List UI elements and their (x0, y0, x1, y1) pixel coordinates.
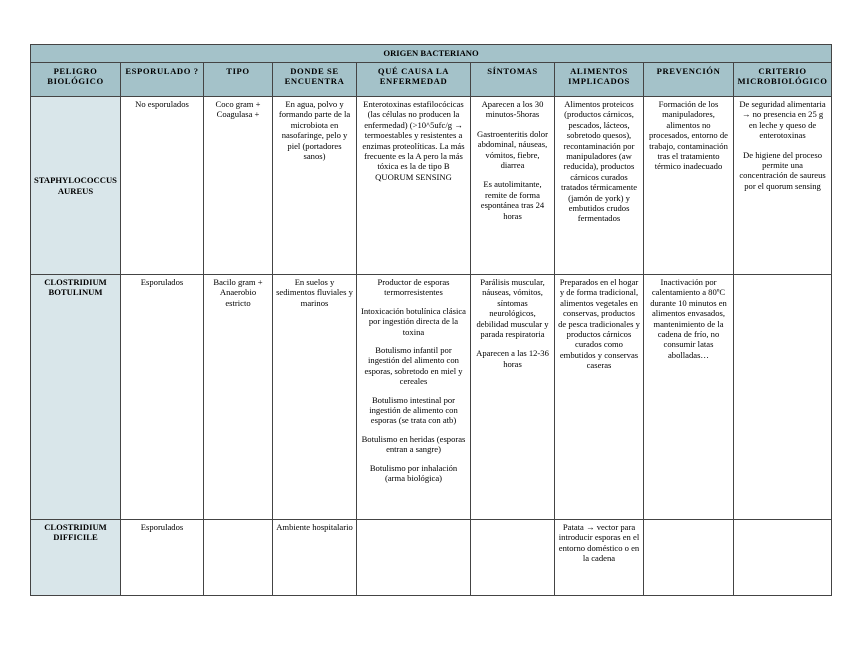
header-prevencion: PREVENCIÓN (644, 63, 734, 97)
header-donde: DONDE SE ENCUENTRA (273, 63, 357, 97)
alimentos-text: Alimentos proteicos (productos cárnicos, pescados, lácteos, sobretodo quesos), recontaminación por manipuladores (aw reducida), productos cárnicos curados tratados térmicamente (jamón de york) y embutidos crudos fermentados (560, 99, 638, 224)
table-row (31, 520, 832, 596)
causa-cell (357, 275, 471, 520)
header-esporulado: ESPORULADO ? (121, 63, 204, 97)
sintomas-text: Parálisis muscular, náuseas, vómitos, síntomas neurológicos, debilidad muscular y parada respiratoria (476, 277, 549, 340)
alimentos-cell (555, 275, 644, 520)
causa-text: Enterotoxinas estafilocócicas (las células no producen la enfermedad) (>10^5ufc/g → termoestables y resistentes a enzimas proteolíticas. La más frecuente es la A pero la más tóxica es la de tipo B QUORUM SENSING (362, 99, 465, 182)
causa-text: Botulismo infantil por ingestión del alimento con esporas, sobretodo en miel y cereales (364, 345, 463, 387)
tipo-cell (204, 520, 273, 596)
alimentos-cell (555, 520, 644, 596)
esporulado-cell: Esporulados (121, 275, 204, 520)
alimentos-cell (555, 97, 644, 275)
causa-text: Intoxicación botulínica clásica por ingestión directa de la toxina (361, 305, 466, 337)
causa-text: Botulismo por inhalación (arma biológica) (369, 462, 458, 484)
causa-cell (357, 520, 471, 596)
prevencion-cell (644, 520, 734, 596)
donde-cell: Ambiente hospitalario (273, 520, 357, 596)
tipo-cell: Coco gram + Coagulasa + (204, 97, 273, 275)
sintomas-cell (471, 520, 555, 596)
table-row (31, 97, 832, 275)
causa-cell (357, 97, 471, 275)
header-tipo: TIPO (204, 63, 273, 97)
causa-text: Botulismo intestinal por ingestión de alimento con esporas (se trata con atb) (369, 394, 458, 426)
sintomas-cell (471, 97, 555, 275)
criterio-text: De higiene del proceso permite una concentración de saureus por el quorum sensing (739, 149, 826, 191)
sintomas-text: Aparecen a los 30 minutos-5horas (481, 99, 544, 120)
esporulado-cell: No esporulados (121, 97, 204, 275)
peligro-cell: STAPHYLOCOCCUS AUREUS (31, 97, 121, 275)
table-row (31, 275, 832, 520)
alimentos-text: Preparados en el hogar y de forma tradicional, alimentos vegetales en conservas, productos de pesca tradicionales y productos cárnicos curados como embutidos y conservas caseras (558, 277, 640, 371)
causa-text: Botulismo en heridas (esporas entran a sangre) (361, 433, 466, 455)
criterio-cell (734, 275, 832, 520)
sintomas-cell (471, 275, 555, 520)
header-causa: QUÉ CAUSA LA ENFERMEDAD (357, 63, 471, 97)
peligro-cell: CLOSTRIDIUM DIFFICILE (31, 520, 121, 596)
header-alimentos: ALIMENTOS IMPLICADOS (555, 63, 644, 97)
donde-cell: En agua, polvo y formando parte de la microbiota en nasofaringe, pelo y piel (portadores sanos) (273, 97, 357, 275)
prevencion-cell (644, 275, 734, 520)
donde-cell: En suelos y sedimentos fluviales y marinos (273, 275, 357, 520)
sintomas-text: Es autolimitante, remite de forma espontánea tras 24 horas (480, 179, 545, 221)
header-criterio: CRITERIO MICROBIOLÓGICO (734, 63, 832, 97)
tipo-cell: Bacilo gram + Anaerobio estricto (204, 275, 273, 520)
table-title: ORIGEN BACTERIANO (31, 45, 832, 63)
criterio-text: De seguridad alimentaria → no presencia en 25 g en leche y queso de enterotoxinas (739, 99, 826, 141)
prevencion-text: Inactivación por calentamiento a 80ºC durante 10 minutos en alimentos envasados, mantenimiento de la cadena de frío, no consumir latas abolladas… (650, 277, 727, 360)
alimentos-text: Patata → vector para introducir esporas en el entorno doméstico o en la cadena (558, 522, 640, 564)
criterio-cell (734, 97, 832, 275)
header-sintomas: SÍNTOMAS (471, 63, 555, 97)
header-peligro: PELIGRO BIOLÓGICO (31, 63, 121, 97)
esporulado-cell: Esporulados (121, 520, 204, 596)
bacterial-hazards-table (30, 44, 832, 596)
peligro-cell: CLOSTRIDIUM BOTULINUM (31, 275, 121, 520)
prevencion-text: Formación de los manipuladores, alimentos no procesados, entorno de trabajo, contaminación tras el tratamiento térmico inadecuado (649, 99, 728, 172)
criterio-cell (734, 520, 832, 596)
prevencion-cell (644, 97, 734, 275)
causa-text: Productor de esporas termorresistentes (377, 277, 450, 298)
sintomas-text: Aparecen a las 12-36 horas (476, 348, 549, 369)
sintomas-text: Gastroenteritis dolor abdominal, náuseas, vómitos, fiebre, diarrea (477, 128, 548, 171)
